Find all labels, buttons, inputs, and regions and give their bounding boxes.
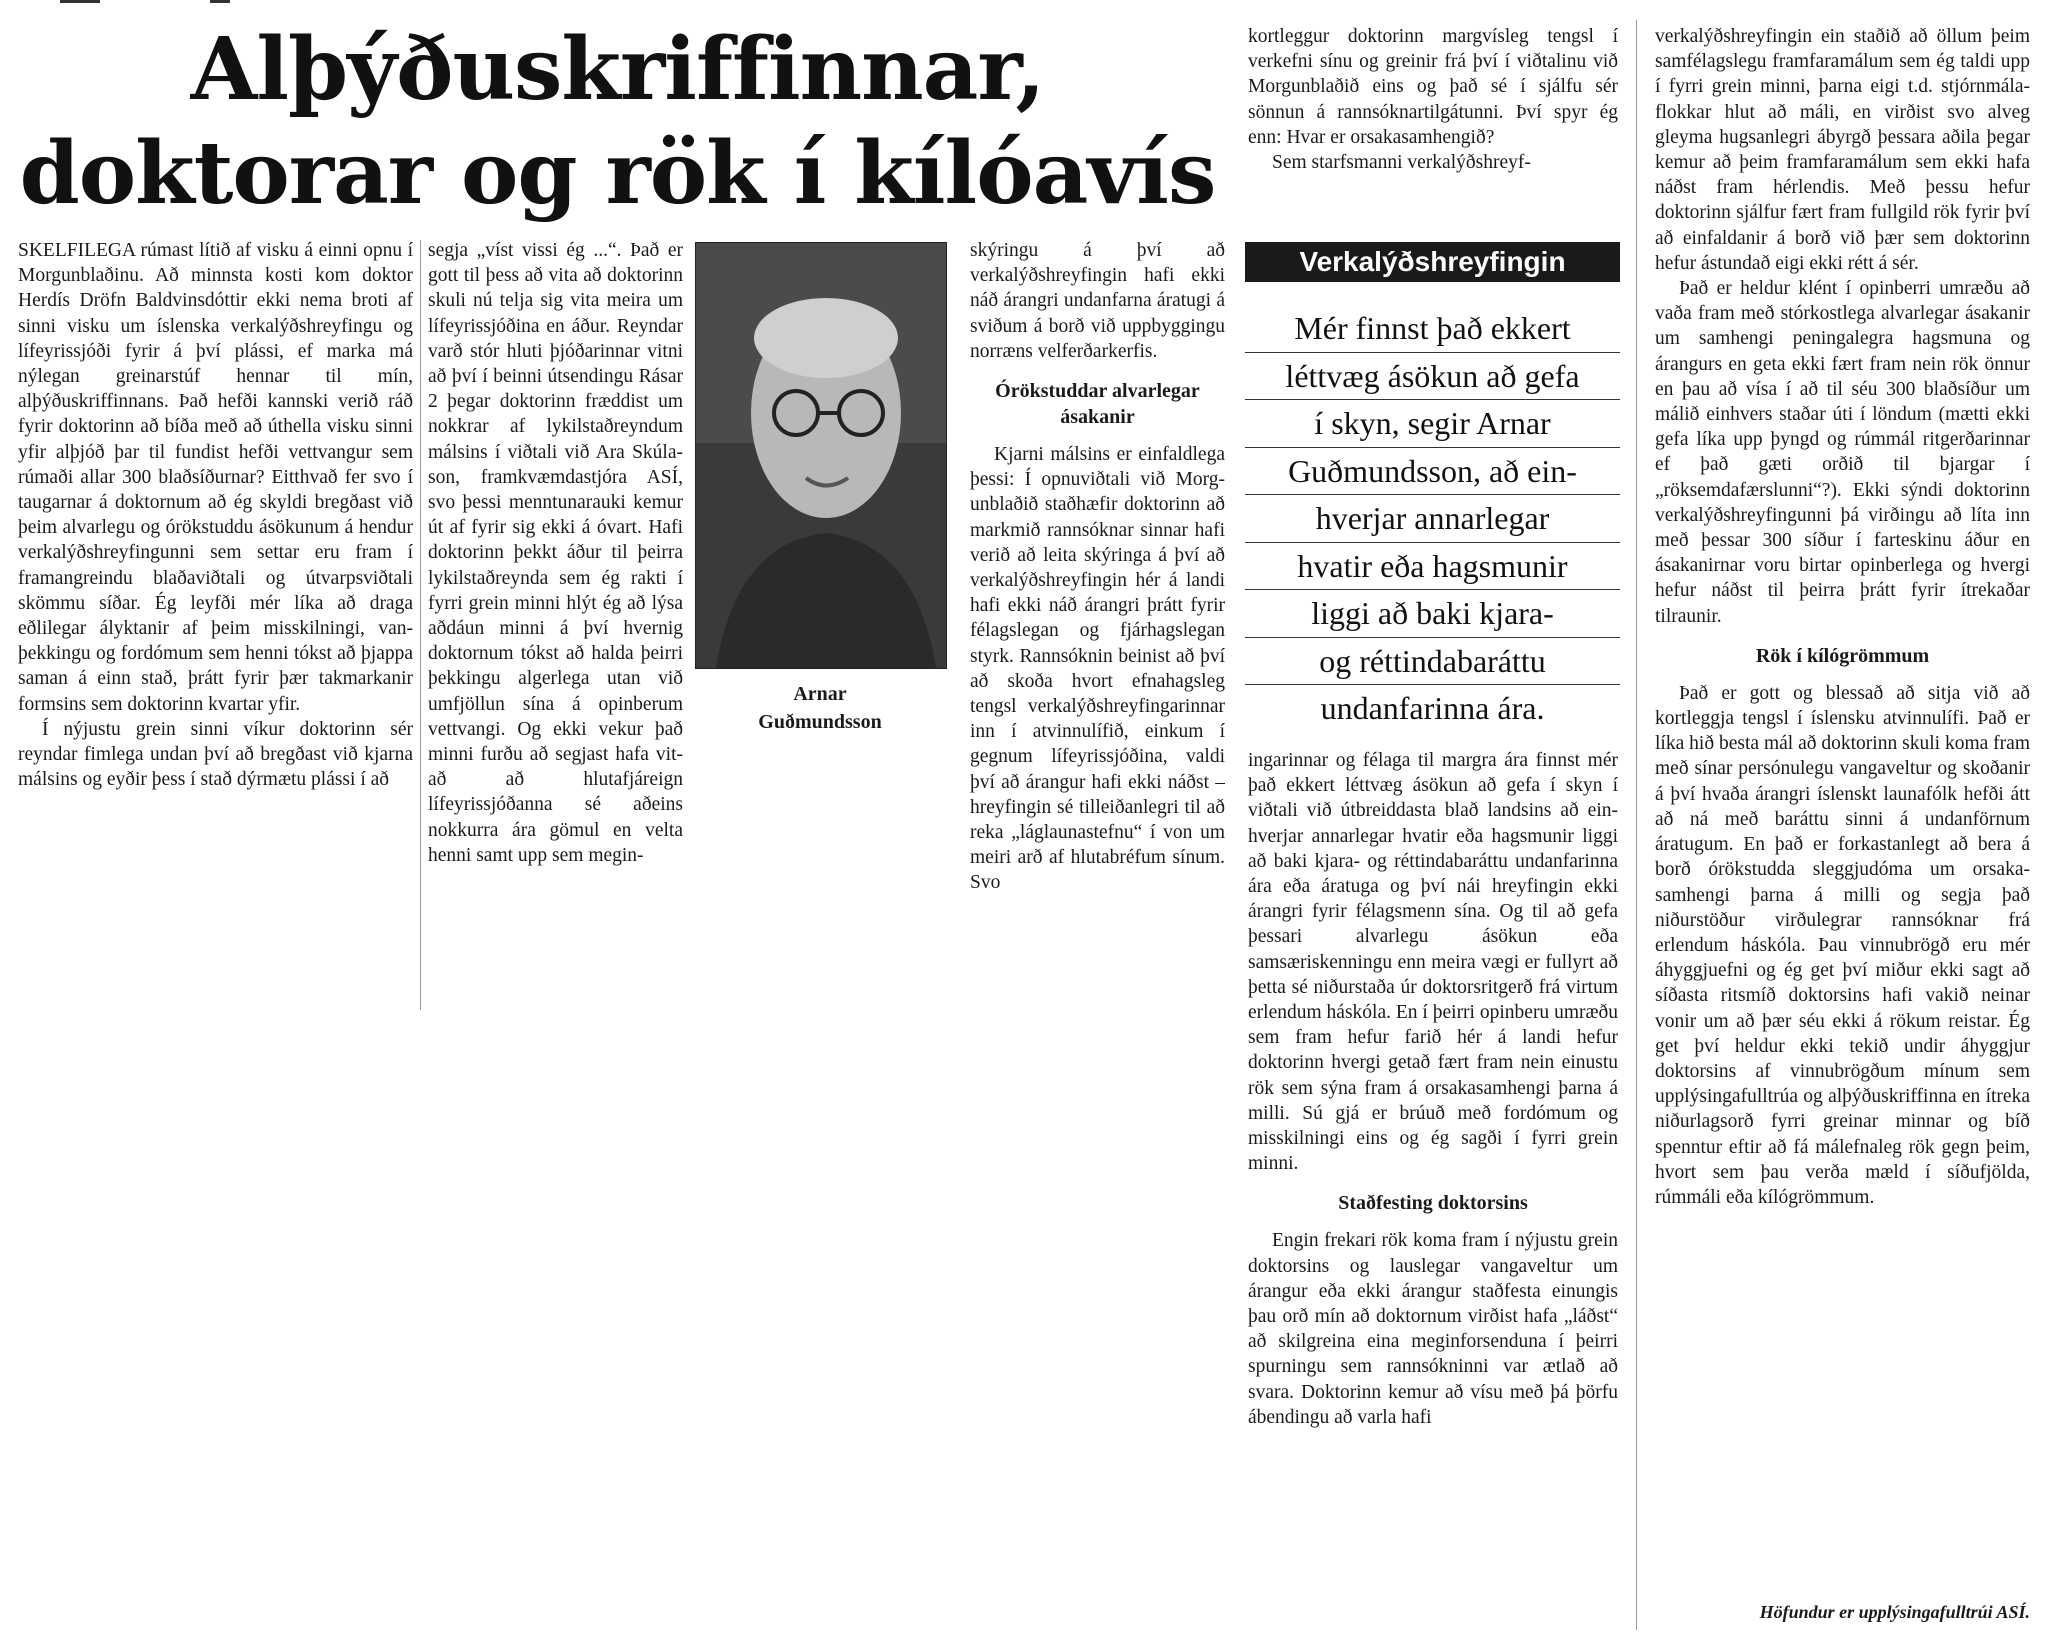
headline-line-1: Alþýðuskriffinnar, [190,19,1045,120]
pull-quote-line: léttvæg ásökun að gefa [1245,353,1620,401]
headline-line-2: doktorar og rök í kílóavís [19,123,1216,224]
column-1 [18,238,413,1013]
author-byline: Höfundur er upplýsingafulltrúi ASÍ. [1759,1602,2030,1622]
blank-area [0,1025,1225,1640]
col4-paragraph-top: kortleggur doktorinn margvísleg tengsl í verkefni sínu og greinir frá því í viðtalinu við Morgunblaðið eins og það sé í sjálfu sér sönnun á rannsóknartilgátunni. Því spyr ég enn: Hvar er orsakasamhengið? [1248,26,1618,148]
pull-quote-line: hvatir eða hagsmunir [1245,543,1620,591]
pull-quote-line: og réttindabaráttu [1245,638,1620,686]
col1-paragraph-2: Í nýjustu grein sinni víkur doktorinn sér reyndar fimlega undan því að bregðast við kjarna málsins og eyðir þess í stað dýrmætu plássi í að [18,718,413,791]
col2-paragraph-1: segja „víst vissi ég ...“. Það er gott til þess að vita að doktorinn skuli nú telja sig vita meira um lífeyrissjóðina en áður. Reyndar varð stór hluti þjóðarinnar vitni að því í beinni útsendingu Rásar 2 þegar doktorinn fræddist um nokkrar af lykilstaðreyndum málsins í viðtali við Ara Skúlason, framkvæmdastjóra ASÍ, svo þessi menntunarauki kemur út af fyrir sig ekki á óvart. Hafi doktorinn þekkt áður til þeirra lykilstaðreynda sem ég rakti í fyrri grein minni hlýt ég að lýsa aðdáun minni á því hvernig doktornum tókst að halda þeirri þekkingu algerlega utan við umfjöllun sína á opinberum vettvangi. Og ekki vekur það minni furðu að segjast hafa vitað að hlutafjáreign lífeyrissjóðanna sé aðeins nokkurra ára gömul en velta henni samt upp sem megin- [428,240,683,866]
pull-quote-line: liggi að baki kjara- [1245,590,1620,638]
headline [10,18,1225,226]
column-4 [1248,24,1618,224]
pull-quote-line: undanfarinna ára. [1320,690,1545,726]
pull-quote-line: Guðmundsson, að ein- [1245,448,1620,496]
column-rule-2 [1636,20,1637,1630]
col4-paragraph-top2: Sem starfsmanni verkalýðshreyf- [1272,152,1531,174]
top-rule-mid [210,0,230,3]
column-5 [1655,24,2030,1594]
pull-quote-line: í skyn, segir Arnar [1245,400,1620,448]
section-tag: Verkalýðshreyfingin [1245,242,1620,282]
pull-quote [1245,305,1620,732]
col5-paragraph-1: verkalýðshreyfingin ein staðið að öllum þeim samfélagslegu framfaramálum sem ég taldi upp í fyrri grein minni, þarna eigi t.d. stjórnmálaflokkar hlut að máli, en virðist svo alveg gleyma hugsanlegri ábyrgð þessara aðila þegar kemur að þeim framfaramálum sem ekki hafa náðst fram hérlendis. Með þessu hefur doktorinn sjálfur fært fram fullgild rök fyrir því að einfaldanir á borð við þær sem doktorinn hefur ástundað eigi ekki rétt á sér. [1655,26,2030,274]
col3-paragraph-1: skýringu á því að verkalýðshreyfingin hafi ekki náð árangri undanfarna áratugi á sviðum á borð við uppbyggingu norræns velferðarkerfis. [970,240,1225,362]
photo-caption-line-2: Guðmundsson [758,711,882,733]
col3-paragraph-2: Kjarni málsins er einfaldlega þessi: Í opnuviðtali við Morgunblaðið staðhæfir doktorinn að markmið rannsóknar sinnar hafi verið að leita skýringa á því að verkalýðshreyfingin hér á landi hafi ekki náð árangri þrátt fyrir félagslegan og fjárhagslegan styrk. Rannsóknin beinist að því að skoða hvort efnahagsleg tengsl verkalýðshreyfingarinnar inn í atvinnulífið, einkum í gegnum lífeyrissjóðina, valdi því að árangur hafi ekki náðst – hreyfingin sé tilleiðanlegri til að reka „láglaunastefnu“ í von um meiri arð af hlutabréfum sínum. Svo [970,444,1225,894]
column-rule-1 [420,240,421,1010]
col5-paragraph-2: Það er heldur klént í opinberri umræðu að vaða fram með stórkostlega alvarlegar ásakanir um samhengi peningalegra hagsmuna og árangurs en geta ekki fært fram nein rök önnur en þau að vísa í að til séu 300 blaðsíður um málið einhvers staðar úti í löndum (mætti ekki gefa líka upp þyngd og rúmmál ritgerðarinnar ef það gæti orðið til bjargar í „röksemdafærslunni“?). Ekki sýndi doktorinn verkalýðshreyfingunni þá virðingu að líta inn með þessar 300 síður í farteskinu áður en ásakanirnar voru birtar opinberlega og hvergi hefur náðst til þeirra þrátt fyrir ítrekaðar tilraunir. [1655,278,2030,627]
col5-paragraph-3: Það er gott og blessað að sitja við að kortleggja tengsl í íslensku atvinnulífi. Það er líka hið besta mál að doktorinn skuli koma fram með sínar persónulegu vangaveltur og skoðanir á því hvaða árangri íslenskt launafólk hefði átt að ná með baráttu sinni á undanförnum áratugum. En það er forkastanlegt að bera á borð órökstudda sleggjudóma um orsakasamhengi þarna á milli og segja það niðurstöður virðulegrar rannsóknar frá erlendum háskóla. Þau vinnubrögð eru mér áhyggjuefni og ég get því miður ekki sagt að síðasta ritsmíð doktorsins hafi vakið neinar vonir um að þær séu ekki á rökum reistar. Ég get því heldur ekki tekið undir áhyggjur doktorsins af vinnubrögðum mínum sem upplýsingafulltrúa og alþýðuskriffinna en ítreka niðurlagsorð fyrri greinar minnar og bíð spenntur eftir að fá málefnaleg rök gegn þeim, hvort sem þau verða mæld í síðufjölda, rúmmáli eða kílógrömmum. [1655,682,2030,1208]
column-3 [835,238,1225,1013]
subhead-3: Rök í kílógrömmum [1755,644,1930,667]
pull-quote-line: Mér finnst það ekkert [1245,305,1620,353]
pull-quote-line: hverjar annarlegar [1245,495,1620,543]
top-rule-left [60,0,100,3]
column-4-body [1248,748,1618,1633]
col4-paragraph-1: ingarinnar og félaga til margra ára finnst mér það ekkert léttvæg ásökun að gefa í skyn í viðtali við útbreiddasta blað landsins að einhverjar annarlegar hvatir eða hagsmunir liggi að baki kjara- og réttindabaráttu undanfarinna ára eða áratuga og því nái hreyfingin ekki árangri fyrir félagsmenn sína. Og til að gefa þessari alvarlegu ásökun eða samsæriskenningu enn meira vægi er fullyrt að þetta sé niðurstaða úr doktorsritgerð frá virtum erlendum háskóla. En í þeirri opinberu umræðu sem fram hefur farið hér á landi hefur doktorinn hvergi getað fært fram nein einustu rök sem sýna fram á orsakasamhengi þarna á milli. Sú gjá er brúuð með fordómum og misskilningi eins og ég sagði í fyrri grein minni. [1248,750,1618,1175]
photo-caption-line-1: Arnar [793,683,847,705]
subhead-1: Órökstuddar alvarlegar ásakanir [995,380,1200,429]
col1-paragraph-1: SKELFILEGA rúmast lítið af visku á einni opnu í Morgunblaðinu. Að minnsta kosti kom doktor Herdís Dröfn Baldvinsdóttir ekki nema broti af sinni visku um íslenska verkalýðshreyfingu og lífeyrissjóði fyrir á því plássi, ef marka má nýlegan greinarstúf hennar til mín, alþýðuskriffinnans. Það hefði kannski verið ráð fyrir doktorinn að bíða með að úthella visku sinni yfir alþjóð þar til fundist hefði vettvangur sem rúmaði allar 300 blaðsíðurnar? Eitthvað fer svo í taugarnar á doktornum að ég skyldi bregðast við þeim alvarlegu og órökstuddu ásökunum á hendur verkalýðshreyfingunni sem settar eru fram í framangreindu blaðaviðtali og útvarpsviðtali skömmu síðar. Ég leyfði mér líka að draga eðlilegar ályktanir af þeim misskilningi, vanþekkingu og fordómum sem henni tókst að þjappa saman á einn stað, þrátt fyrir þær takmarkanir formsins sem doktorinn kvartar yfir. [18,240,413,715]
column-2 [428,238,683,1013]
col4-paragraph-2: Engin frekari rök koma fram í nýjustu grein doktorsins og lauslegar vangaveltur um árangur eða ekki árangur staðfesta einungis þau orð mín að doktornum virðist hafa „láðst“ að skilgreina eina meginforsenduna í þeirri spurningu sem rannsókninni var ætlað að svara. Doktorinn kemur að vísu með þá þörfu ábendingu að varla hafi [1248,1230,1618,1428]
subhead-2: Staðfesting doktorsins [1338,1192,1528,1215]
